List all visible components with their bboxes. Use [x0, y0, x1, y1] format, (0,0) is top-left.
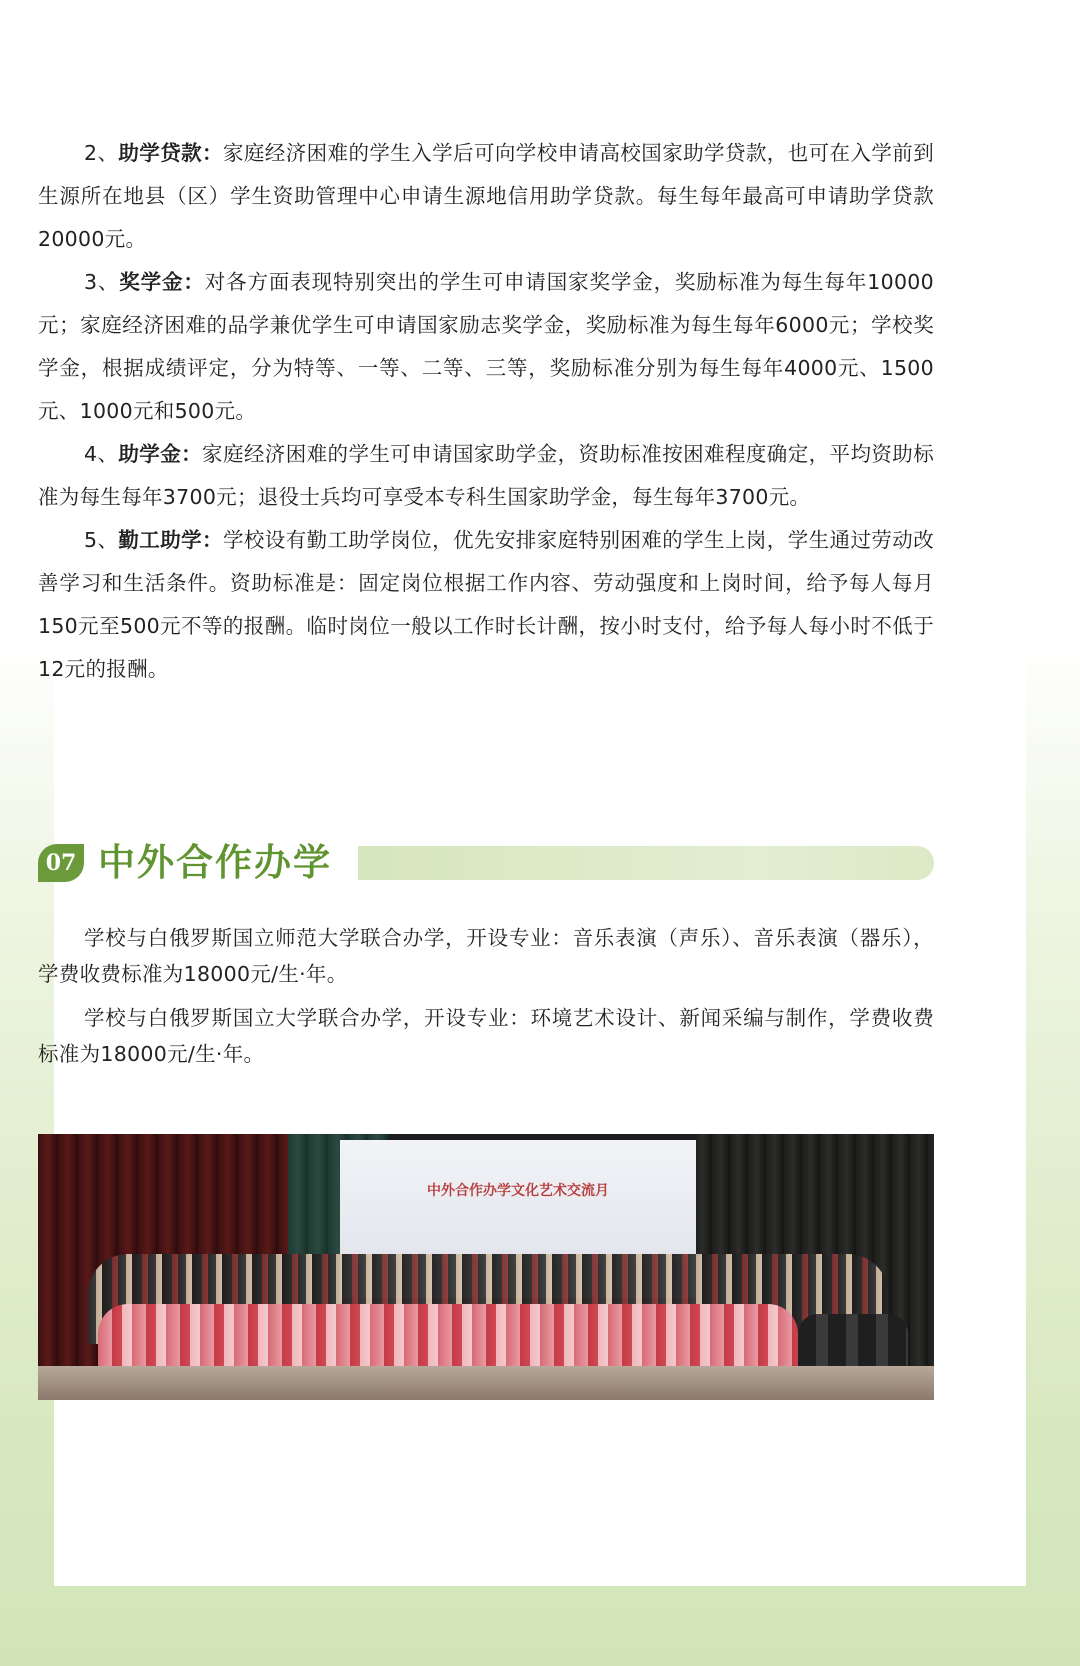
cooperation-paragraph: 学校与白俄罗斯国立大学联合办学，开设专业：环境艺术设计、新闻采编与制作，学费收费标准为18000元/生·年。	[38, 1006, 934, 1066]
photo-crowd-front-row	[98, 1304, 798, 1374]
aid-item-label: 助学贷款：	[118, 141, 223, 165]
section-header	[38, 840, 934, 886]
photo-crowd-right	[798, 1314, 908, 1374]
photo-screen-title: 中外合作办学文化艺术交流月	[427, 1183, 609, 1199]
aid-item-grant: 4、助学金：家庭经济困难的学生可申请国家助学金，资助标准按困难程度确定，平均资助标准为每生每年3700元；退役士兵均可享受本专科生国家助学金，每生每年3700元。	[38, 442, 934, 509]
aid-item-work-study: 5、勤工助学：学校设有勤工助学岗位，优先安排家庭特别困难的学生上岗，学生通过劳动改善学习和生活条件。资助标准是：固定岗位根据工作内容、劳动强度和上岗时间，给予每人每月150元至500元不等的报酬。临时岗位一般以工作时长计酬，按小时支付，给予每人每小时不低于12元的报酬。	[38, 528, 934, 681]
aid-item-label: 奖学金：	[119, 270, 205, 294]
section-header-bar	[358, 846, 934, 880]
section-title: 中外合作办学	[98, 841, 332, 884]
aid-item-loan: 2、助学贷款：家庭经济困难的学生入学后可向学校申请高校国家助学贷款，也可在入学前到生源所在地县（区）学生资助管理中心申请生源地信用助学贷款。每生每年最高可申请助学贷款20000元。	[38, 141, 934, 251]
cooperation-section	[38, 920, 934, 1080]
student-aid-section	[38, 132, 934, 691]
photo-stage-floor	[38, 1366, 934, 1400]
section-number-badge: 07	[38, 844, 84, 882]
aid-item-label: 助学金：	[118, 442, 203, 466]
stage-group-photo	[38, 1134, 934, 1400]
aid-item-scholarship: 3、奖学金：对各方面表现特别突出的学生可申请国家奖学金，奖励标准为每生每年10000元；家庭经济困难的品学兼优学生可申请国家励志奖学金，奖励标准为每生每年6000元；学校奖学金，根据成绩评定，分为特等、一等、二等、三等，奖励标准分别为每生每年4000元、1500元、1000元和500元。	[38, 270, 934, 423]
aid-item-label: 勤工助学：	[118, 528, 223, 552]
cooperation-paragraph: 学校与白俄罗斯国立师范大学联合办学，开设专业：音乐表演（声乐）、音乐表演（器乐），学费收费标准为18000元/生·年。	[38, 926, 934, 986]
